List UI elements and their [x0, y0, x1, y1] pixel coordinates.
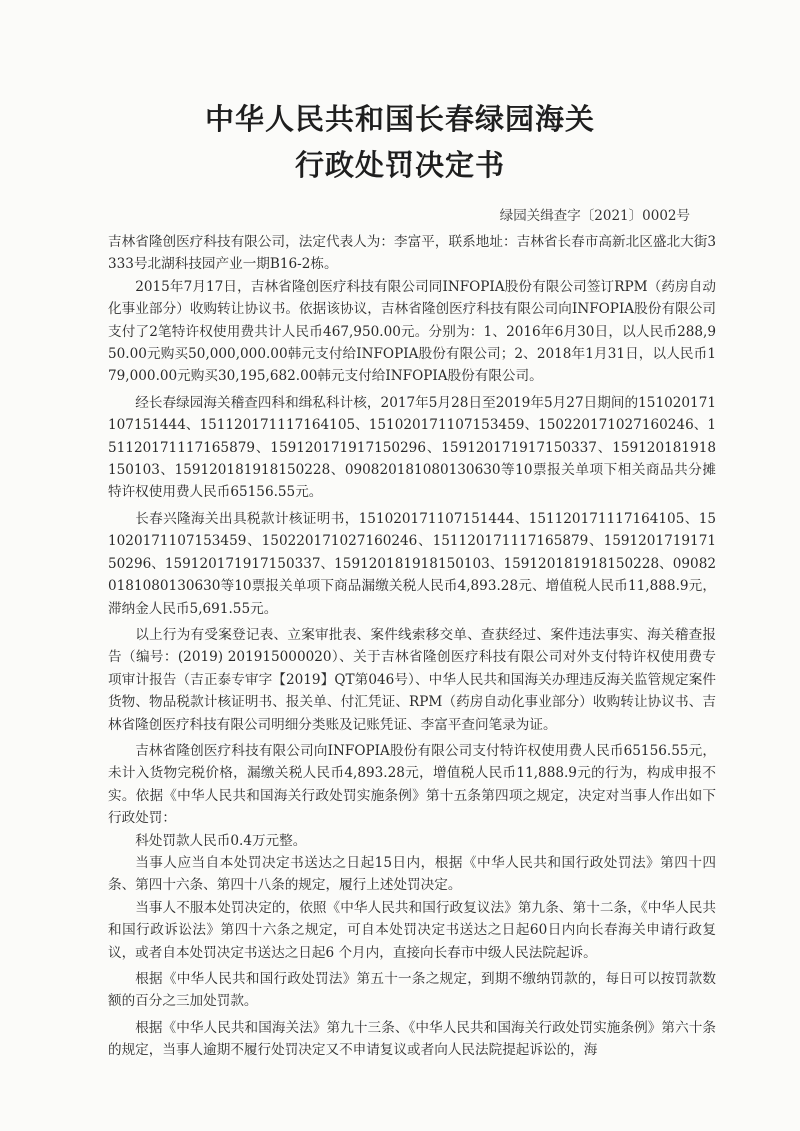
document-body	[108, 231, 716, 1062]
paragraph-agreement: 2015年7月17日，吉林省隆创医疗科技有限公司同INFOPIA股份有限公司签订RPM（药房自动化事业部分）收购转让协议书。依据该协议，吉林省隆创医疗科技有限公司向INFOPIA股份有限公司支付了2笔特许权使用费共计人民币467,950.00元。分别为：1、2016年6月30日，以人民币288,950.00元购买50,000,000.00韩元支付给INFOPIA股份有限公司；2、2018年1月31日，以人民币179,000.00元购买30,195,682.00韩元支付给INFOPIA股份有限公司。	[108, 278, 716, 385]
paragraph-late-fee: 根据《中华人民共和国行政处罚法》第五十一条之规定，到期不缴纳罚款的，每日可以按罚款数额的百分之三加处罚款。	[108, 971, 716, 1010]
paragraph-appeal: 当事人不服本处罚决定的，依照《中华人民共和国行政复议法》第九条、第十二条，《中华人民共和国行政诉讼法》第四十六条之规定，可自本处罚决定书送达之日起60日内向长春海关申请行政复议，或者自本处罚决定书送达之日起6 个月内，直接向长春市中级人民法院起诉。	[108, 899, 716, 961]
paragraph-violation: 吉林省隆创医疗科技有限公司向INFOPIA股份有限公司支付特许权使用费人民币65156.55元，未计入货物完税价格，漏缴关税人民币4,893.28元，增值税人民币11,888.9元的行为，构成申报不实。依据《中华人民共和国海关行政处罚实施条例》第十五条第四项之规定，决定对当事人作出如下行政处罚：	[108, 742, 716, 827]
paragraph-evidence: 以上行为有受案登记表、立案审批表、案件线索移交单、查获经过、案件违法事实、海关稽查报告（编号：(2019) 201915000020）、关于吉林省隆创医疗科技有限公司对外支付特许权使用费专项审计报告（吉正泰专审字【2019】QT第046号）、中华人民共和国海关办理违反海关监管规定案件货物、物品税款计核证明书、报关单、付汇凭证、RPM（药房自动化事业部分）收购转让协议书、吉林省隆创医疗科技有限公司明细分类账及记账凭证、李富平查问笔录为证。	[108, 626, 716, 733]
paragraph-audit: 经长春绿园海关稽查四科和缉私科计核，2017年5月28日至2019年5月27日期间的151020171107151444、151120171117164105、151020171107153459、150220171027160246、151120171117165879、159120171917150296、159120171917150337、159120181918150103、159120181918150228、090820181080130630等10票报关单项下相关商品共分摊特许权使用费人民币65156.55元。	[108, 394, 716, 501]
paragraph-tax-certificate: 长春兴隆海关出具税款计核证明书，151020171107151444、151120171117164105、151020171107153459、150220171027160246、151120171117165879、159120171917150296、159120171917150337、159120181918150103、159120181918150228、090820181080130630等10票报关单项下商品漏缴关税人民币4,893.28元、增值税人民币11,888.9元，滞纳金人民币5,691.55元。	[108, 510, 716, 617]
document-title-line1: 中华人民共和国长春绿园海关	[204, 102, 595, 136]
paragraph-party: 吉林省隆创医疗科技有限公司，法定代表人为：李富平，联系地址：吉林省长春市高新北区盛北大街3333号北湖科技园产业一期B16-2栋。	[108, 234, 716, 273]
paragraph-deadline: 当事人应当自本处罚决定书送达之日起15日内，根据《中华人民共和国行政处罚法》第四十四条、第四十六条、第四十八条的规定，履行上述处罚决定。	[108, 854, 716, 894]
paragraph-penalty: 科处罚款人民币0.4万元整。	[135, 832, 307, 849]
document-number: 绿园关缉查字〔2021〕0002号	[499, 208, 690, 224]
document-title-line2: 行政处罚决定书	[294, 148, 505, 182]
paragraph-enforcement: 根据《中华人民共和国海关法》第九十三条、《中华人民共和国海关行政处罚实施条例》第六十条的规定，当事人逾期不履行处罚决定又不申请复议或者向人民法院提起诉讼的，海	[108, 1019, 716, 1059]
